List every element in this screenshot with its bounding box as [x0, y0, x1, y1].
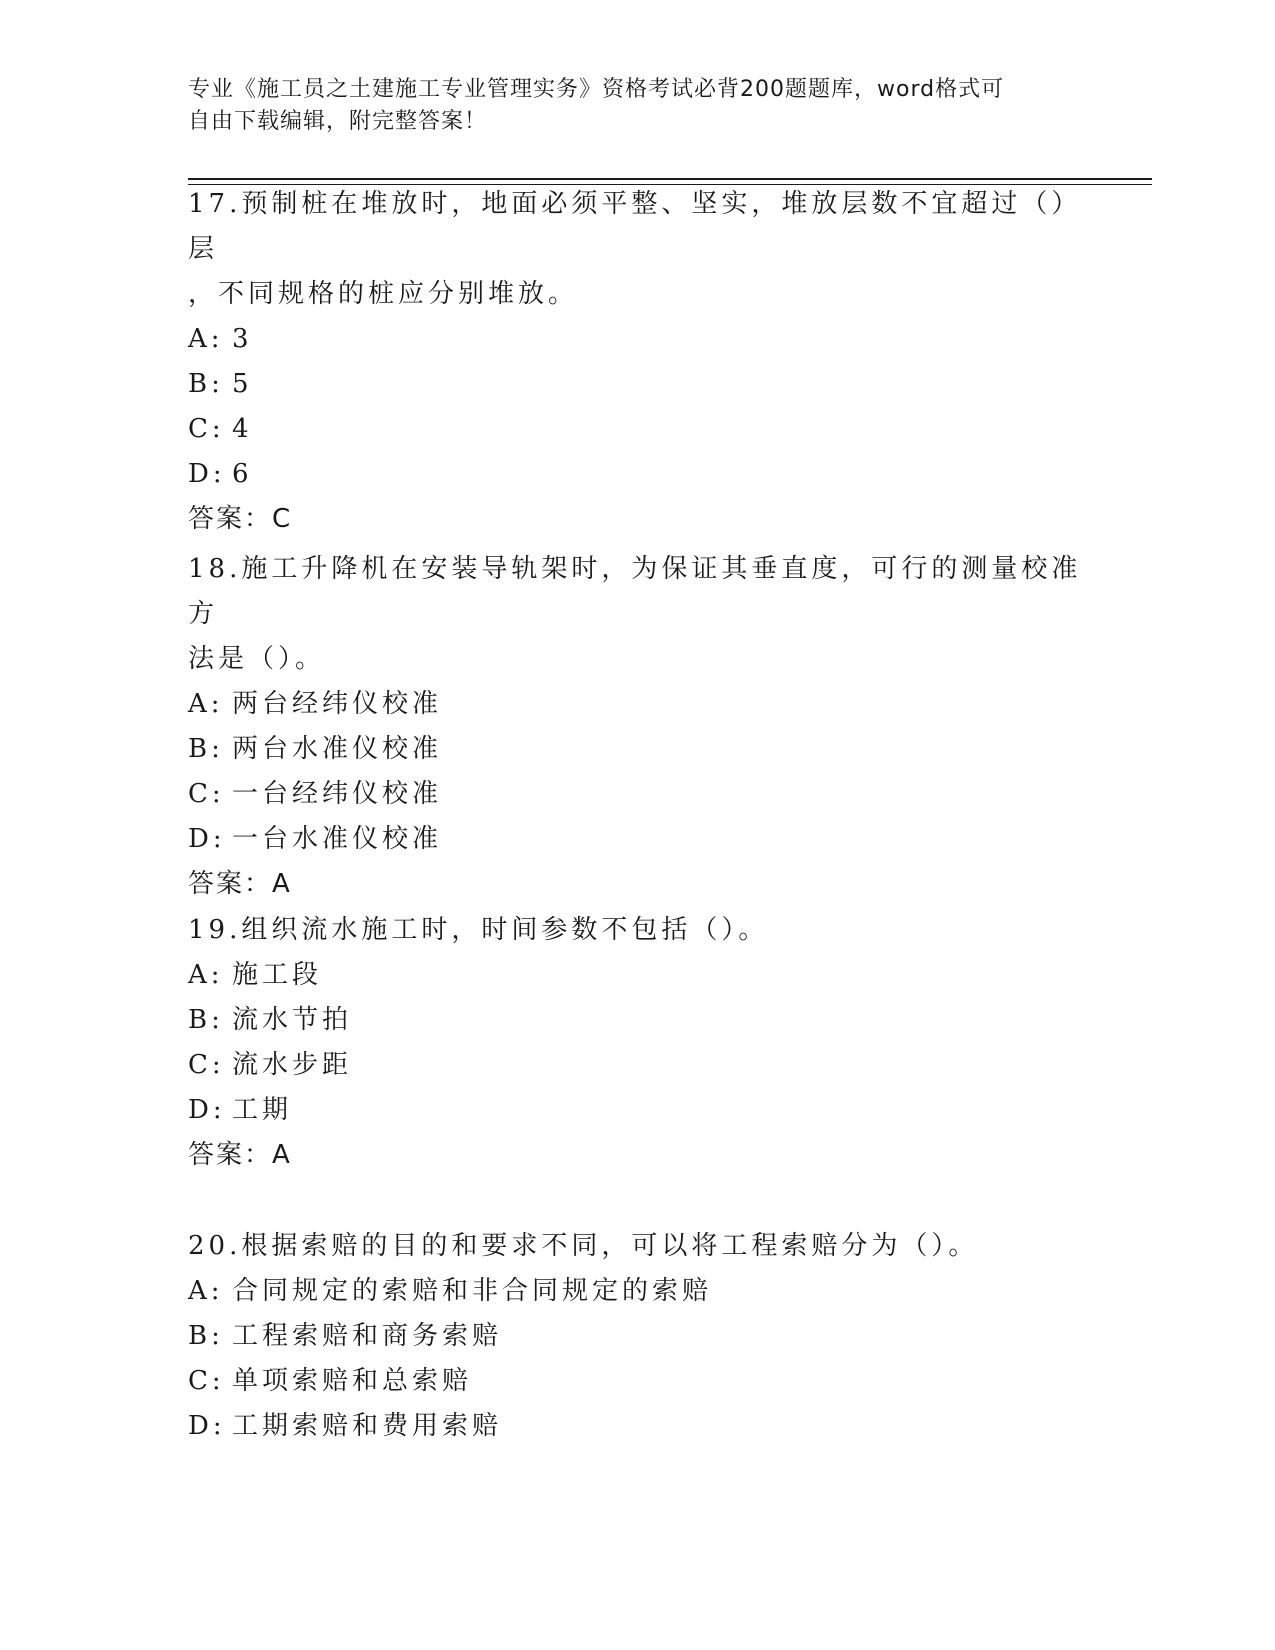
option-key: C:	[188, 1050, 225, 1080]
option-value: 3	[232, 324, 253, 354]
option-b	[188, 727, 1088, 772]
question-18	[188, 547, 1088, 907]
question-text-continued: ，不同规格的桩应分别堆放。	[188, 279, 579, 309]
option-value: 流水步距	[232, 1050, 353, 1080]
header-divider-thick	[188, 178, 1152, 180]
option-key: D:	[188, 824, 226, 854]
option-d	[188, 817, 1088, 862]
question-20	[188, 1224, 1088, 1449]
option-value: 两台水准仪校准	[232, 734, 443, 764]
question-19	[188, 908, 1088, 1178]
option-key: D:	[188, 459, 226, 489]
option-c	[188, 1359, 1088, 1404]
document-header	[188, 74, 1068, 138]
option-d	[188, 452, 1088, 497]
option-b	[188, 362, 1088, 407]
option-key: A:	[188, 1276, 224, 1306]
option-value: 一台经纬仪校准	[232, 779, 443, 809]
option-key: D:	[188, 1411, 226, 1441]
option-key: C:	[188, 779, 225, 809]
option-c	[188, 407, 1088, 452]
option-key: B:	[188, 369, 224, 399]
option-b	[188, 998, 1088, 1043]
option-key: C:	[188, 1366, 225, 1396]
option-value: 工程索赔和商务索赔	[232, 1321, 503, 1351]
option-a	[188, 317, 1088, 362]
option-value: 施工段	[232, 960, 323, 990]
option-key: B:	[188, 734, 224, 764]
option-value: 单项索赔和总索赔	[232, 1366, 473, 1396]
option-a	[188, 953, 1088, 998]
option-key: B:	[188, 1005, 224, 1035]
question-text-continued: 法是（）。	[188, 644, 326, 674]
option-d	[188, 1404, 1088, 1449]
question-text: 19.组织流水施工时，时间参数不包括（）。	[188, 915, 769, 945]
question-17	[188, 182, 1088, 542]
option-value: 工期索赔和费用索赔	[232, 1411, 503, 1441]
question-text: 18.施工升降机在安装导轨架时，为保证其垂直度，可行的测量校准方	[188, 554, 1082, 629]
option-a	[188, 1269, 1088, 1314]
option-value: 6	[232, 459, 253, 489]
option-c	[188, 1043, 1088, 1088]
option-a	[188, 682, 1088, 727]
option-value: 两台经纬仪校准	[232, 689, 443, 719]
header-line-1: 专业《施工员之土建施工专业管理实务》资格考试必背200题题库，word格式可	[188, 77, 1005, 102]
option-value: 流水节拍	[232, 1005, 353, 1035]
option-key: A:	[188, 960, 224, 990]
answer: 答案：C	[188, 504, 293, 534]
option-value: 4	[232, 414, 253, 444]
option-value: 合同规定的索赔和非合同规定的索赔	[232, 1276, 713, 1306]
question-text: 20.根据索赔的目的和要求不同，可以将工程索赔分为（）。	[188, 1231, 979, 1261]
answer: 答案：A	[188, 869, 292, 899]
option-d	[188, 1088, 1088, 1133]
option-value: 一台水准仪校准	[232, 824, 443, 854]
option-value: 5	[232, 369, 253, 399]
option-key: C:	[188, 414, 225, 444]
option-key: D:	[188, 1095, 226, 1125]
header-line-2: 自由下载编辑，附完整答案！	[188, 109, 488, 134]
option-value: 工期	[232, 1095, 293, 1125]
question-text: 17.预制桩在堆放时，地面必须平整、坚实，堆放层数不宜超过（）层	[188, 189, 1082, 264]
option-c	[188, 772, 1088, 817]
option-key: A:	[188, 324, 224, 354]
option-key: A:	[188, 689, 224, 719]
option-key: B:	[188, 1321, 224, 1351]
answer: 答案：A	[188, 1140, 292, 1170]
option-b	[188, 1314, 1088, 1359]
